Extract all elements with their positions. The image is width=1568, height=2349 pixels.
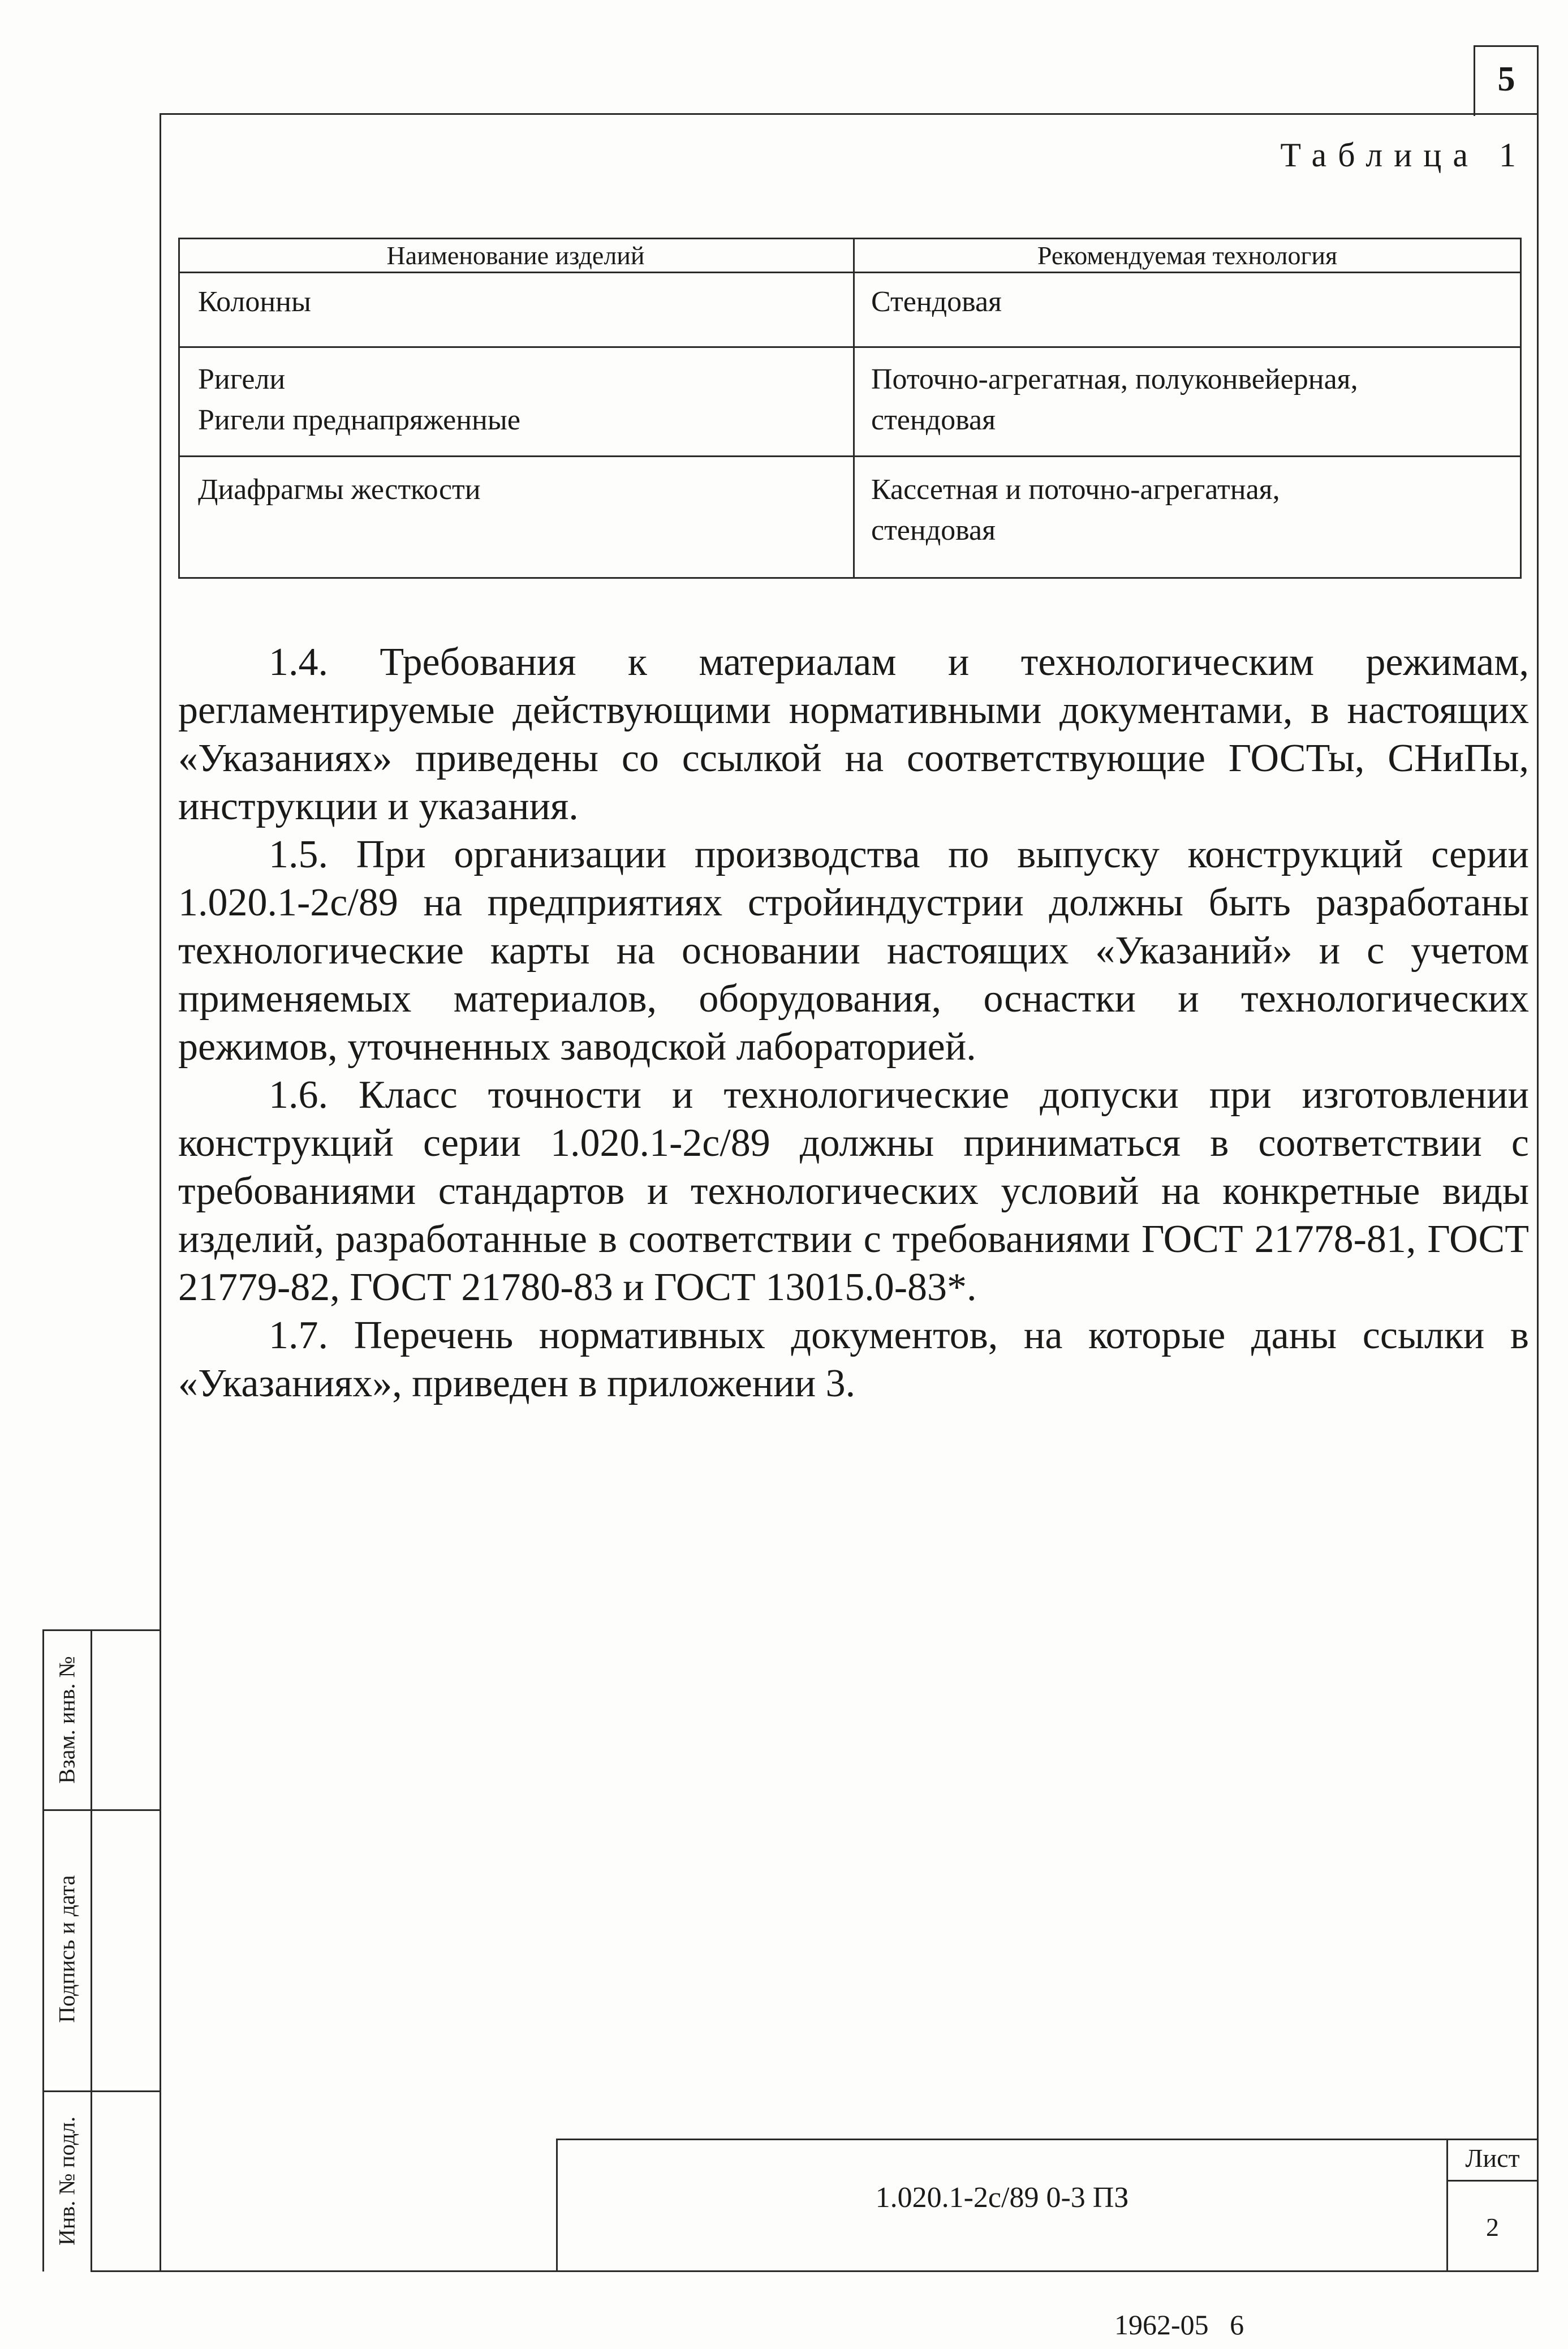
table-cell-technology: Кассетная и поточно-агрегатная, стендовая bbox=[871, 474, 1280, 547]
table-cell-product: Колонны bbox=[198, 286, 311, 318]
body-text bbox=[178, 638, 1529, 1408]
page-number: 5 bbox=[1497, 59, 1515, 98]
table-cell-product: Ригели Ригели преднапряженные bbox=[198, 363, 520, 436]
paragraph-1-4: 1.4. Требования к материалам и технологическим режимам, регламентируемые действующими нормативными документами, в настоящих «Указаниях» приведены со ссылкой на соответствующие ГОСТы, СНиПы, инструкции и указания. bbox=[178, 640, 1529, 828]
table-cell-technology: Поточно-агрегатная, полуконвейерная, стендовая bbox=[871, 363, 1358, 436]
paragraph-1-5: 1.5. При организации производства по выпуску конструкций серии 1.020.1-2с/89 на предприятиях стройиндустрии должны быть разработаны технологические карты на основании настоящих «Указаний» и с учетом применяемых материалов, оборудования, оснастки и технологических режимов, уточненных заводской лабораторией. bbox=[178, 833, 1529, 1069]
paragraph-1-6: 1.6. Класс точности и технологические допуски при изготовлении конструкций серии 1.020.1-2с/89 должны приниматься в соответствии с требованиями стандартов и технологических условий на конкретные виды изделий, разработанные в соответствии с требованиями ГОСТ 21778-81, ГОСТ 21779-82, ГОСТ 21780-83 и ГОСТ 13015.0-83*. bbox=[178, 1073, 1529, 1309]
sheet-number: 2 bbox=[1486, 2213, 1499, 2242]
stamp-label-podpis: Подпись и дата bbox=[54, 1875, 80, 2023]
sheet-label: Лист bbox=[1465, 2144, 1520, 2172]
stamp-label-inv: Инв. № подл. bbox=[54, 2116, 80, 2245]
table-header-technology: Рекомендуемая технология bbox=[1037, 241, 1338, 270]
table-cell-technology: Стендовая bbox=[871, 286, 1002, 318]
table-header-product: Наименование изделий bbox=[386, 241, 645, 270]
stamp-label-vzam: Взам. инв. № bbox=[54, 1656, 80, 1784]
products-table bbox=[178, 238, 1522, 580]
document-code: 1.020.1-2с/89 0-3 ПЗ bbox=[875, 2182, 1129, 2214]
footer-number: 1962-05 6 bbox=[1114, 2309, 1244, 2341]
table-cell-product: Диафрагмы жесткости bbox=[198, 474, 481, 506]
table-caption: Таблица 1 bbox=[1280, 136, 1527, 174]
paragraph-1-7: 1.7. Перечень нормативных документов, на которые даны ссылки в «Указаниях», приведен в приложении 3. bbox=[178, 1314, 1529, 1405]
